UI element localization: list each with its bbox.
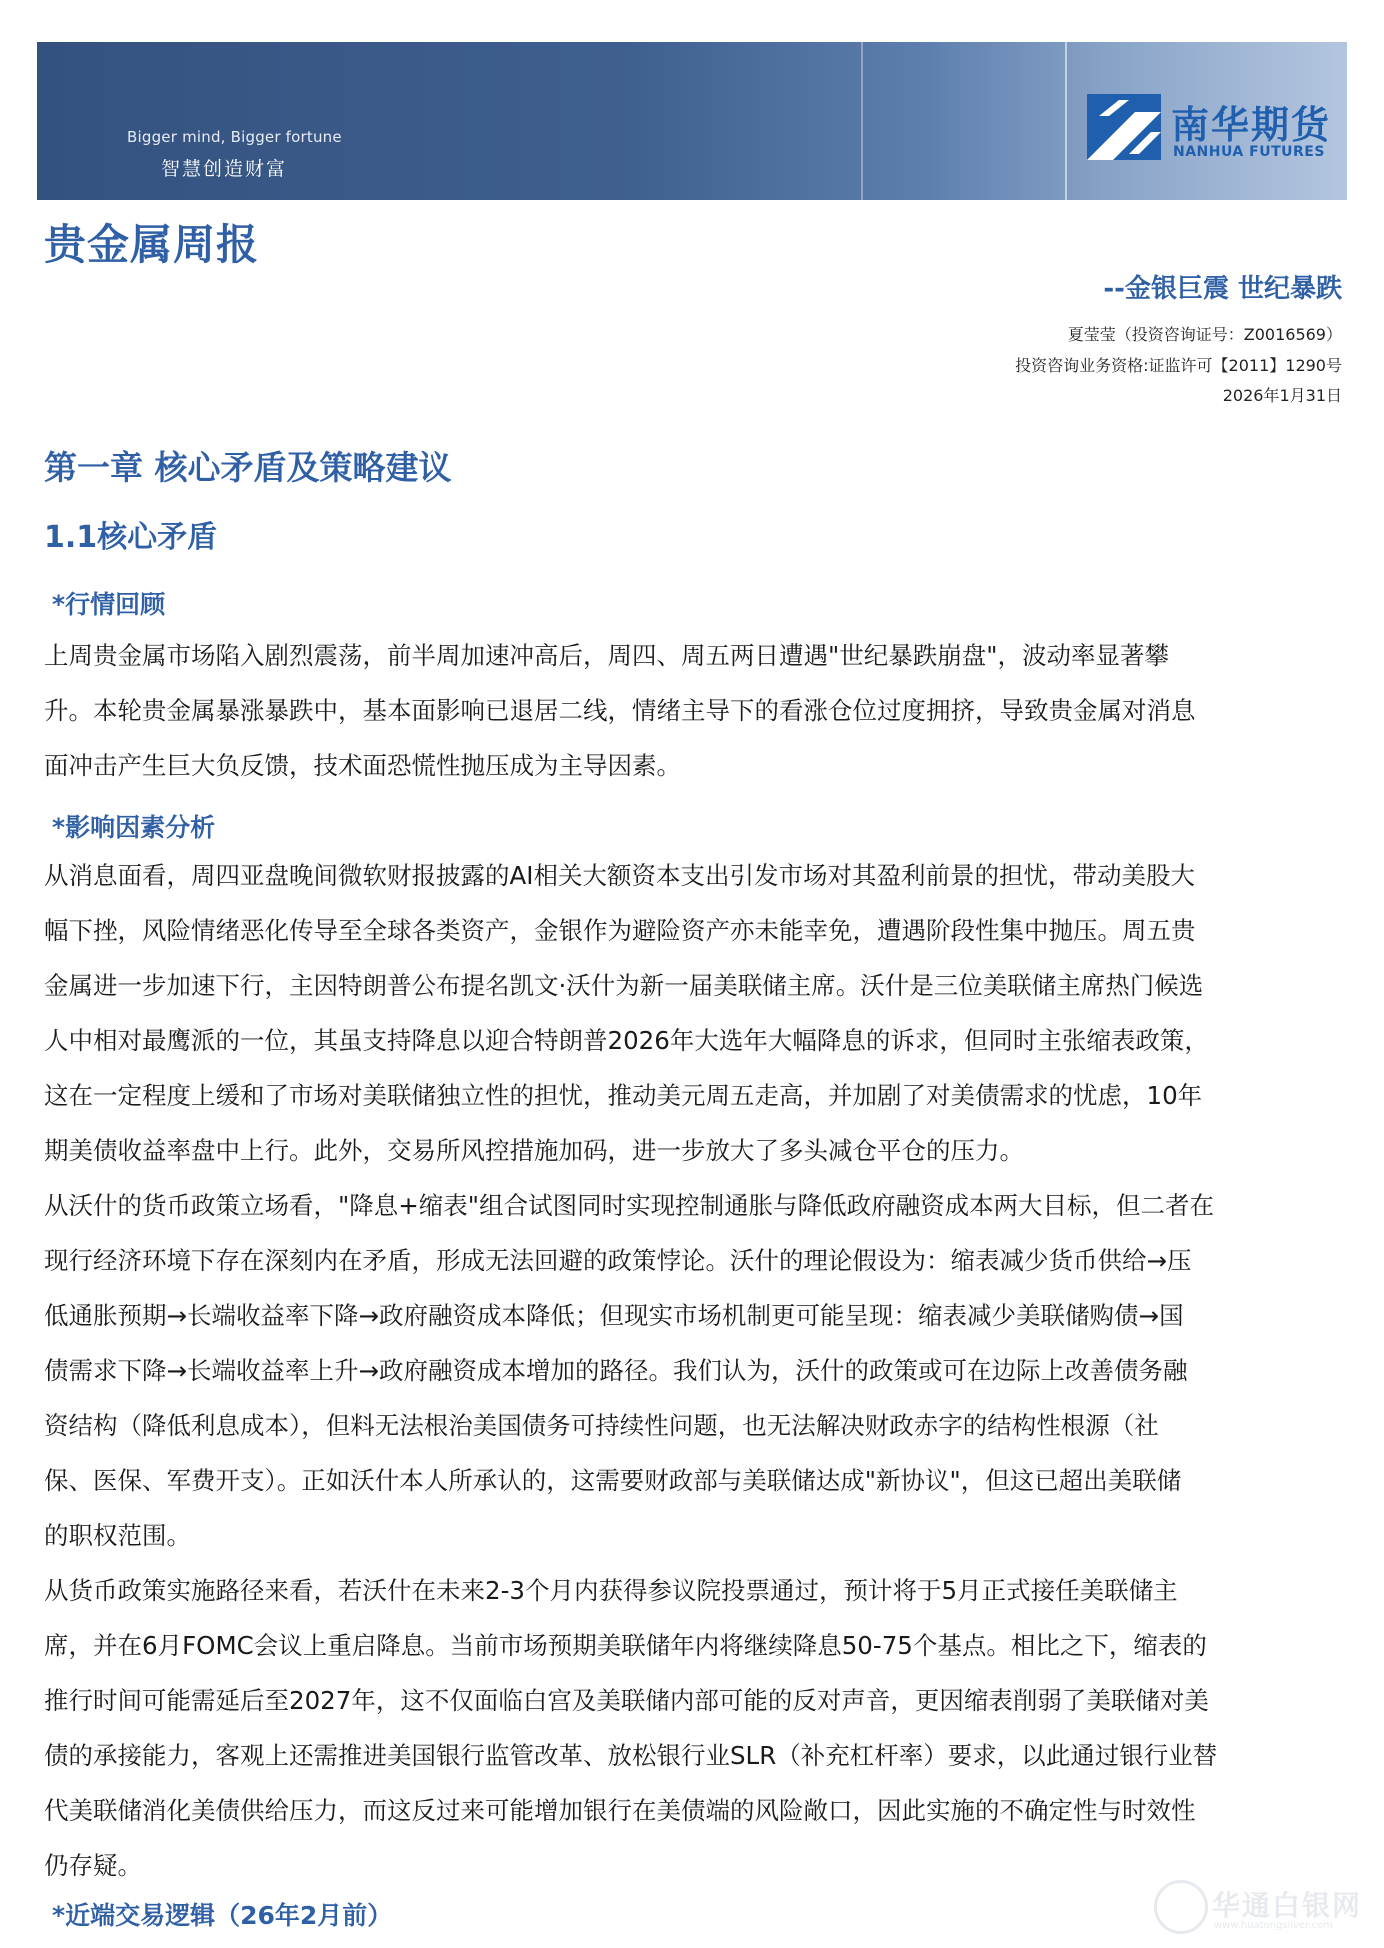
watermark: [1154, 1876, 1364, 1936]
banner-divider: [1065, 42, 1067, 200]
body-line: 现行经济环境下存在深刻内在矛盾，形成无法回避的政策悖论。沃什的理论假设为：缩表减少货币供给→压: [44, 1246, 1192, 1275]
body-line: 仍存疑。: [44, 1851, 142, 1880]
body-line: 从沃什的货币政策立场看，"降息+缩表"组合试图同时实现控制通胀与降低政府融资成本两大目标，但二者在: [44, 1191, 1215, 1220]
body-line: 幅下挫，风险情绪恶化传导至全球各类资产，金银作为避险资产亦未能幸免，遭遇阶段性集中抛压。周五贵: [44, 916, 1196, 945]
subheading-near-term: *近端交易逻辑（26年2月前）: [52, 1901, 393, 1930]
logo-text-en: NANHUA FUTURES: [1173, 144, 1325, 160]
slogan-en: Bigger mind, Bigger fortune: [127, 128, 342, 146]
watermark-logo-icon: [1154, 1880, 1208, 1934]
report-date: 2026年1月31日: [1222, 386, 1342, 405]
header-banner: [37, 42, 1347, 200]
body-line: 低通胀预期→长端收益率下降→政府融资成本降低；但现实市场机制更可能呈现：缩表减少美联储购债→国: [44, 1301, 1184, 1330]
chapter-title: 第一章 核心矛盾及策略建议: [44, 448, 452, 487]
report-subtitle: --金银巨震 世纪暴跌: [1103, 274, 1342, 304]
body-line: 从货币政策实施路径来看，若沃什在未来2-3个月内获得参议院投票通过，预计将于5月正式接任美联储主: [44, 1576, 1178, 1605]
body-line: 债需求下降→长端收益率上升→政府融资成本增加的路径。我们认为，沃什的政策或可在边际上改善债务融: [44, 1356, 1188, 1385]
watermark-text: 华通白银网: [1212, 1889, 1363, 1922]
subheading-review: *行情回顾: [52, 590, 166, 619]
body-line: 升。本轮贵金属暴涨暴跌中，基本面影响已退居二线，情绪主导下的看涨仓位过度拥挤，导致贵金属对消息: [44, 696, 1196, 725]
license-line: 投资咨询业务资格:证监许可【2011】1290号: [1015, 356, 1342, 375]
body-line: 从消息面看，周四亚盘晚间微软财报披露的AI相关大额资本支出引发市场对其盈利前景的担忧，带动美股大: [44, 861, 1195, 890]
body-line: 推行时间可能需延后至2027年，这不仅面临白宫及美联储内部可能的反对声音，更因缩表削弱了美联储对美: [44, 1686, 1209, 1715]
body-line: 上周贵金属市场陷入剧烈震荡，前半周加速冲高后，周四、周五两日遭遇"世纪暴跌崩盘"，波动率显著攀: [44, 641, 1170, 670]
body-line: 这在一定程度上缓和了市场对美联储独立性的担忧，推动美元周五走高，并加剧了对美债需求的忧虑，10年: [44, 1081, 1203, 1110]
banner-divider: [861, 42, 863, 200]
body-line: 面冲击产生巨大负反馈，技术面恐慌性抛压成为主导因素。: [44, 751, 681, 780]
report-title: 贵金属周报: [44, 220, 260, 269]
body-line: 期美债收益率盘中上行。此外，交易所风控措施加码，进一步放大了多头减仓平仓的压力。: [44, 1136, 1024, 1165]
section-title: 1.1核心矛盾: [44, 520, 218, 555]
body-line: 的职权范围。: [44, 1521, 191, 1550]
body-line: 保、医保、军费开支）。正如沃什本人所承认的，这需要财政部与美联储达成"新协议"，但这已超出美联储: [44, 1466, 1182, 1495]
subheading-factors: *影响因素分析: [52, 813, 216, 842]
body-line: 人中相对最鹰派的一位，其虽支持降息以迎合特朗普2026年大选年大幅降息的诉求，但同时主张缩表政策，: [44, 1026, 1209, 1055]
logo-text-cn: 南华期货: [1171, 103, 1332, 147]
watermark-url: www.huatongsilver.com: [1214, 1920, 1333, 1931]
body-line: 资结构（降低利息成本），但料无法根治美国债务可持续性问题，也无法解决财政赤字的结构性根源（社: [44, 1411, 1159, 1440]
body-line: 金属进一步加速下行，主因特朗普公布提名凯文·沃什为新一届美联储主席。沃什是三位美联储主席热门候选: [44, 971, 1204, 1000]
author-line: 夏莹莹（投资咨询证号：Z0016569）: [1067, 325, 1342, 344]
slogan-cn: 智慧创造财富: [161, 158, 288, 180]
nanhua-logo-icon: [1085, 92, 1163, 162]
body-line: 席，并在6月FOMC会议上重启降息。当前市场预期美联储年内将继续降息50-75个基点。相比之下，缩表的: [44, 1631, 1207, 1660]
company-logo: [1085, 92, 1345, 172]
body-line: 债的承接能力，客观上还需推进美国银行监管改革、放松银行业SLR（补充杠杆率）要求，以此通过银行业替: [44, 1741, 1218, 1770]
body-line: 代美联储消化美债供给压力，而这反过来可能增加银行在美债端的风险敞口，因此实施的不确定性与时效性: [44, 1796, 1196, 1825]
